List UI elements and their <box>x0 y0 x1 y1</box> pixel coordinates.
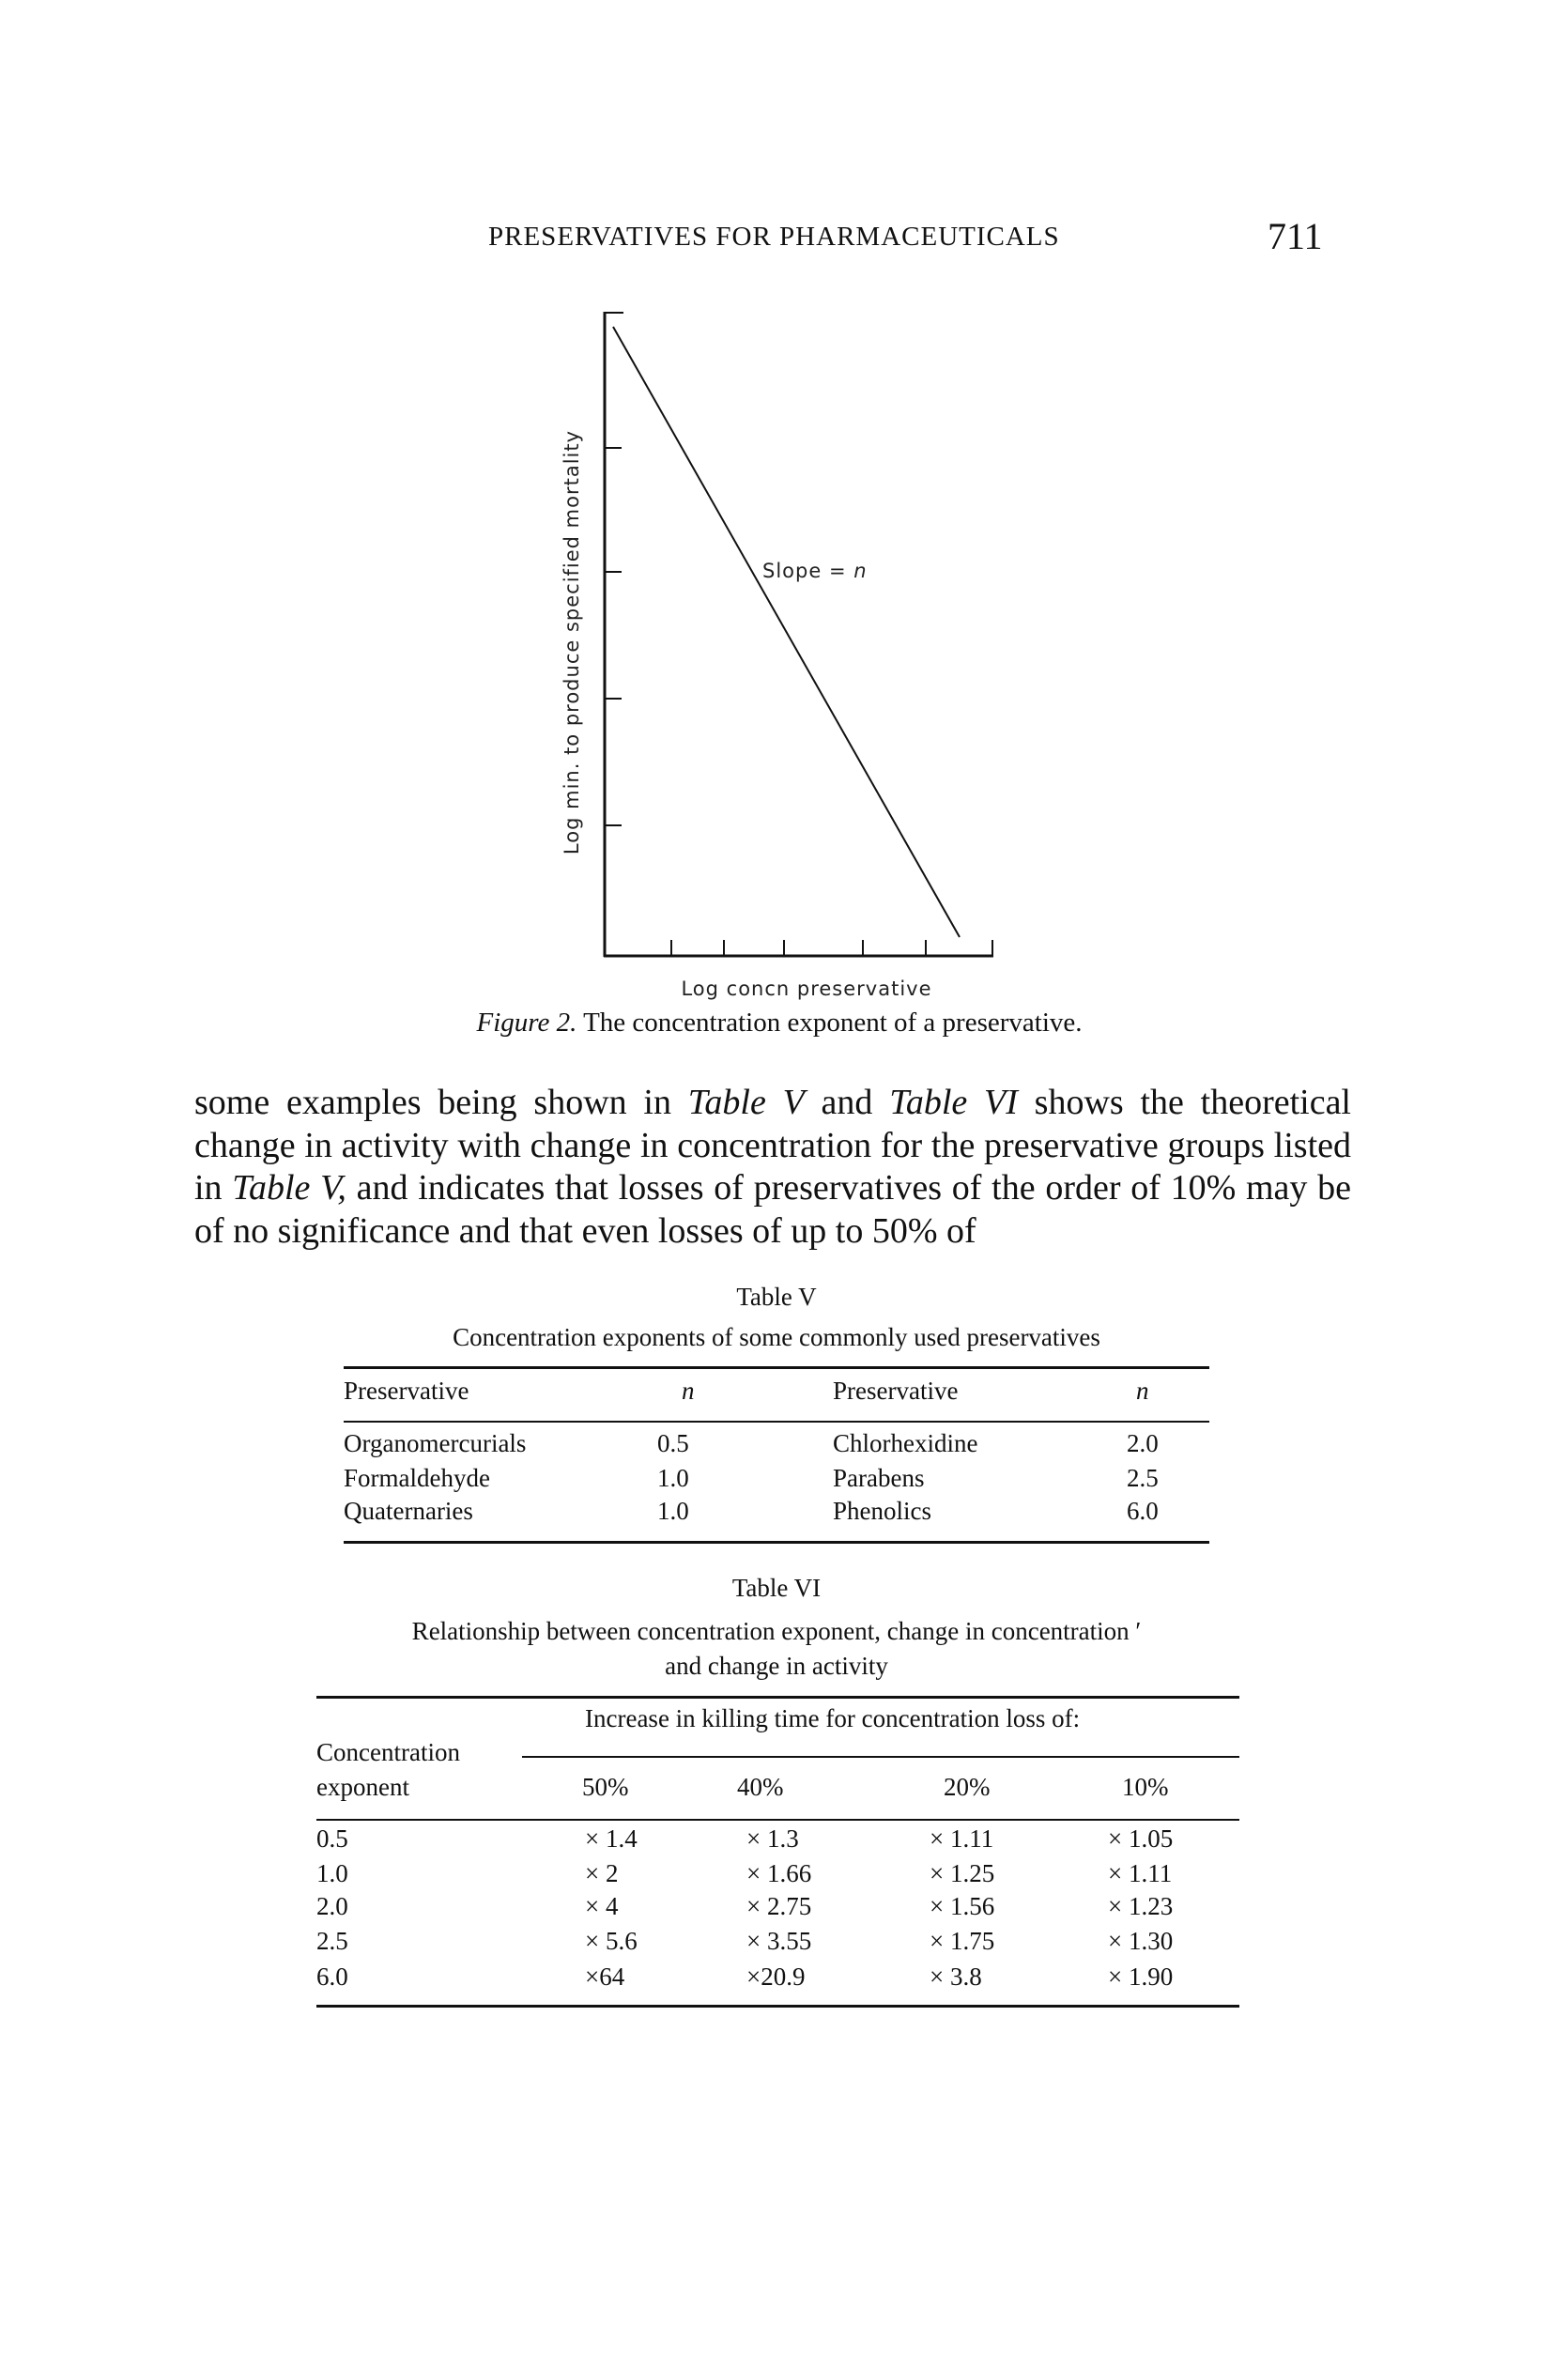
slope-annotation <box>762 560 868 582</box>
table6-column-header: 50% <box>582 1773 629 1801</box>
table-ref: Table VI <box>889 1083 1018 1122</box>
table5-cell: Chlorhexidine <box>833 1429 978 1457</box>
table5-caption: Concentration exponents of some commonly used preservatives <box>453 1323 1100 1351</box>
table6-cell: × 5.6 <box>585 1927 638 1955</box>
table6-cell: × 1.56 <box>930 1892 995 1920</box>
table6-row-header-line1: Concentration <box>316 1738 460 1766</box>
table5-cell: Parabens <box>833 1464 925 1492</box>
table5-header-preservative-2: Preservative <box>833 1377 959 1405</box>
table6-cell: × 1.25 <box>930 1859 995 1887</box>
table6-cell: × 2.75 <box>746 1892 812 1920</box>
table-ref: Table V, <box>232 1168 346 1208</box>
table5-bottom-rule <box>344 1541 1209 1544</box>
table6-column-header: 20% <box>944 1773 991 1801</box>
table6-cell: × 1.11 <box>1108 1859 1173 1887</box>
table5-top-rule <box>344 1366 1209 1369</box>
table6-group-header: Increase in killing time for concentration loss of: <box>585 1704 1081 1732</box>
table6-cell: × 1.4 <box>585 1824 638 1853</box>
table5-cell: 1.0 <box>657 1464 689 1492</box>
table6-cell: ×20.9 <box>746 1962 806 1991</box>
table5-cell: Organomercurials <box>344 1429 527 1457</box>
figure-caption-text: The concentration exponent of a preservative. <box>583 1008 1083 1038</box>
table6-caption-line1: Relationship between concentration exponent, change in concentration ′ <box>411 1617 1142 1645</box>
table6-cell: × 1.05 <box>1108 1824 1174 1853</box>
table5-cell: Quaternaries <box>344 1497 473 1525</box>
slope-annotation-text: Slope = n <box>762 560 868 582</box>
slope-line <box>613 327 960 937</box>
table6-group-rule <box>522 1756 1239 1758</box>
running-title: PRESERVATIVES FOR PHARMACEUTICALS <box>488 222 1060 252</box>
para-text: and <box>804 1083 890 1122</box>
figure-label: Figure 2. <box>476 1008 577 1038</box>
figure-caption <box>476 1008 1082 1039</box>
table6-cell: × 3.55 <box>746 1927 812 1955</box>
table5-header-n-2: n <box>1136 1377 1149 1405</box>
table6-cell: 1.0 <box>316 1859 348 1887</box>
table6-column-header: 40% <box>737 1773 784 1801</box>
table5-header-rule <box>344 1421 1209 1423</box>
table6-cell: × 1.11 <box>930 1824 994 1853</box>
table6-column-header: 10% <box>1122 1773 1169 1801</box>
table6-cell: × 1.23 <box>1108 1892 1174 1920</box>
table5-cell: 1.0 <box>657 1497 689 1525</box>
table5-cell: 0.5 <box>657 1429 689 1457</box>
table6-cell: × 3.8 <box>930 1962 982 1991</box>
table-ref: Table V <box>687 1083 805 1122</box>
table6-cell: × 1.75 <box>930 1927 995 1955</box>
table5-cell: 2.5 <box>1127 1464 1159 1492</box>
figure-chart <box>0 0 1568 1033</box>
table5-cell: Formaldehyde <box>344 1464 490 1492</box>
table6-cell: × 2 <box>585 1859 619 1887</box>
table6-cell: ×64 <box>585 1962 625 1991</box>
table6-caption-line2: and change in activity <box>665 1652 888 1680</box>
table6-row-header-line2: exponent <box>316 1773 409 1801</box>
table6-cell: 0.5 <box>316 1824 348 1853</box>
x-axis-label: Log concn preservative <box>681 977 932 1000</box>
table6-cell: × 1.3 <box>746 1824 799 1853</box>
table6-cell: × 1.30 <box>1108 1927 1174 1955</box>
table6-cell: × 1.90 <box>1108 1962 1174 1991</box>
table6-title: Table VI <box>731 1574 822 1602</box>
table6-bottom-rule <box>316 2005 1239 2008</box>
para-text: and indicates that losses of preservatives of the order of 10% may be of no significance and that even losses of up to 50% of <box>194 1168 1351 1251</box>
para-text: shows the theoretical change in activity with change in concentration for the preservative groups listed in <box>194 1083 1351 1208</box>
y-axis-label: Log min. to produce specified mortality <box>561 429 583 855</box>
table5-cell: 6.0 <box>1127 1497 1159 1525</box>
table6-cell: × 1.66 <box>746 1859 812 1887</box>
table6-cell: × 4 <box>585 1892 619 1920</box>
para-text: some examples being shown in <box>194 1083 688 1122</box>
table5-title: Table V <box>736 1283 817 1311</box>
table6-cell: 2.5 <box>316 1927 348 1955</box>
table5-header-preservative: Preservative <box>344 1377 469 1405</box>
table6-header-rule <box>316 1819 1239 1821</box>
table6-cell: 2.0 <box>316 1892 348 1920</box>
table5-cell: Phenolics <box>833 1497 931 1525</box>
body-paragraph <box>194 1082 1351 1253</box>
page-number: 711 <box>1268 215 1323 257</box>
table5-header-n: n <box>682 1377 695 1405</box>
table6-top-rule <box>316 1696 1239 1699</box>
table6-cell: 6.0 <box>316 1962 348 1991</box>
table5-cell: 2.0 <box>1127 1429 1159 1457</box>
